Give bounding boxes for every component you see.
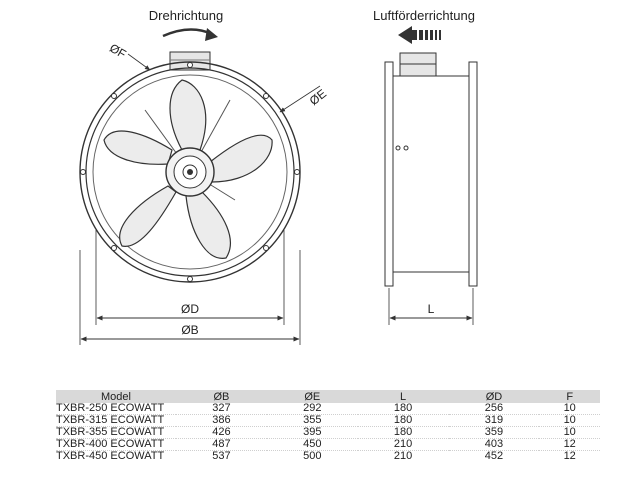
rotation-arrow-icon: [163, 28, 218, 41]
table-row: [56, 451, 600, 463]
cell-model: TXBR-250 ECOWATT: [56, 402, 165, 414]
cell-l: 210: [358, 451, 449, 463]
table-row: [56, 415, 600, 427]
cell-e: 395: [267, 427, 358, 439]
dimensions-table: [56, 390, 600, 462]
dim-f-leader: [128, 54, 150, 70]
cell-l: 180: [393, 402, 413, 414]
airflow-arrow-icon: [398, 26, 441, 44]
header-e: ØE: [267, 390, 358, 403]
dim-l-label: L: [427, 302, 435, 316]
cell-e: 292: [303, 402, 322, 414]
cell-l: 180: [358, 427, 449, 439]
side-view: [385, 53, 477, 286]
cell-e: 500: [267, 451, 358, 463]
cell-l: 180: [358, 415, 449, 427]
side-housing: [393, 76, 469, 272]
cell-model: TXBR-400 ECOWATT: [56, 439, 176, 451]
fan-blade: [120, 186, 176, 246]
fan-blade: [170, 80, 206, 150]
cell-e: 450: [267, 439, 358, 451]
cell-f: 10: [539, 415, 600, 427]
fan-blade: [104, 131, 172, 164]
rotation-label: Drehrichtung: [148, 8, 224, 23]
cell-b: 537: [176, 451, 267, 463]
header-b: ØB: [176, 390, 267, 403]
airflow-label: Luftförderrichtung: [373, 8, 475, 23]
cell-model: TXBR-315 ECOWATT: [56, 415, 176, 427]
cell-b: 327: [212, 402, 231, 414]
side-flange-left: [385, 62, 393, 286]
cell-f: 10: [563, 402, 576, 414]
fan-blade: [210, 135, 272, 182]
cell-d: 256: [484, 402, 504, 414]
table-row: [56, 403, 600, 415]
cell-d: 319: [449, 415, 540, 427]
header-model: Model: [56, 390, 176, 403]
cell-b: 487: [176, 439, 267, 451]
side-terminal-box: [400, 53, 436, 77]
cell-model: TXBR-355 ECOWATT: [56, 427, 176, 439]
cell-d: 403: [449, 439, 540, 451]
dim-b-label: ØB: [181, 323, 199, 337]
dim-e-label: ØE: [306, 86, 329, 109]
header-f: F: [539, 390, 600, 403]
cell-e: 355: [267, 415, 358, 427]
cell-f: 12: [539, 439, 600, 451]
front-view: [80, 52, 300, 282]
header-d: ØD: [449, 390, 540, 403]
cell-b: 386: [176, 415, 267, 427]
table-row: [56, 439, 600, 451]
side-flange-right: [469, 62, 477, 286]
header-l: L: [358, 390, 449, 403]
cell-b: 426: [176, 427, 267, 439]
cell-d: 359: [449, 427, 540, 439]
dim-f-label: ØF: [107, 40, 129, 62]
cell-d: 452: [449, 451, 540, 463]
fan-blade: [186, 192, 230, 258]
table-row: [56, 427, 600, 439]
cell-l: 210: [358, 439, 449, 451]
cell-f: 12: [539, 451, 600, 463]
cell-f: 10: [539, 427, 600, 439]
dim-d-label: ØD: [181, 302, 199, 316]
cell-model: TXBR-450 ECOWATT: [56, 451, 176, 463]
